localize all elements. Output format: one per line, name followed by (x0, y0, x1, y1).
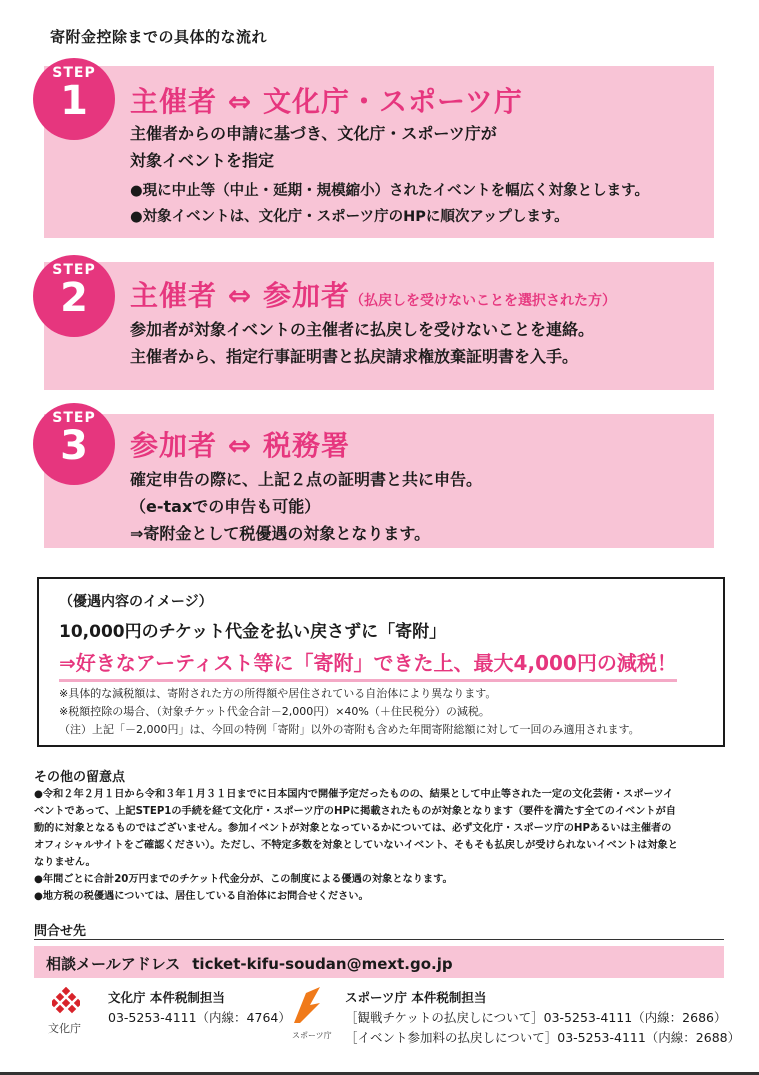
email-bar (34, 946, 724, 978)
bunka-phone: 03-5253-4111（内線：4764） (108, 1010, 291, 1025)
contact-heading: 問合せ先 (34, 924, 87, 939)
other-note-line: ●地方税の税優遇については、居住している自治体にお問合せください。 (34, 891, 369, 902)
benefit-box (37, 577, 725, 747)
bunka-logo-icon (52, 987, 80, 1015)
sports-org: スポーツ庁 本件税制担当 (345, 990, 487, 1005)
benefit-line-1: 10,000円のチケット代金を払い戻さずに「寄附」 (59, 622, 447, 642)
bunka-org: 文化庁 本件税制担当 (108, 990, 225, 1005)
step-2-title-text: 主催者 ⇔ 参加者 (130, 279, 350, 312)
benefit-note: （注）上記「－2,000円」は、今回の特例「寄附」以外の寄附も含めた年間寄附総額に対して一回のみ適用されます。 (59, 723, 640, 736)
divider (34, 939, 724, 940)
step-3-badge (33, 403, 115, 485)
step-1-body-line: 対象イベントを指定 (130, 151, 275, 170)
benefit-notes (59, 685, 640, 739)
step-1-bullet: ●現に中止等（中止・延期・規模縮小）されたイベントを幅広く対象とします。 (130, 183, 649, 199)
benefit-note: ※具体的な減税額は、寄附された方の所得額や居住されている自治体により異なります。 (59, 687, 497, 700)
step-1-badge (33, 58, 115, 140)
step-3-body-line: ⇒寄附金として税優遇の対象となります。 (130, 524, 431, 543)
other-notes-heading: その他の留意点 (34, 770, 126, 785)
other-notes (34, 786, 724, 905)
step-2-body-line: 参加者が対象イベントの主催者に払戻しを受けないことを連絡。 (130, 320, 595, 339)
step-badge-word: STEP (52, 65, 96, 81)
other-note-line: ●年間ごとに合計20万円までのチケット代金分が、この制度による優遇の対象となります。 (34, 874, 453, 885)
email-label: 相談メールアドレス (46, 955, 181, 973)
other-note-line: ベントであって、上記STEP1の手続を経て文化庁・スポーツ庁のHPに掲載されたものが対象となります（要件を満たす全てのイベントが自 (34, 806, 676, 817)
step-2-title (130, 274, 616, 314)
step-badge-number: 2 (60, 275, 88, 321)
other-note-line: なりません。 (34, 857, 96, 868)
other-note-line: オフィシャルサイトをご確認ください）。ただし、不特定多数を対象としていないイベント、そもそも払戻しが受けられないイベントは対象と (34, 840, 678, 851)
step-2-body (130, 316, 594, 370)
benefit-label: （優遇内容のイメージ） (59, 594, 213, 610)
sports-logo-caption: スポーツ庁 (292, 1031, 332, 1040)
benefit-note: ※税額控除の場合、（対象チケット代金合計－2,000円）×40%（＋住民税分）の減税。 (59, 705, 490, 718)
step-badge-word: STEP (52, 262, 96, 278)
sports-contact (345, 988, 740, 1048)
step-1-bullets (130, 178, 649, 230)
step-3-title-text: 参加者 ⇔ 税務署 (130, 429, 350, 462)
step-2-body-line: 主催者から、指定行事証明書と払戻請求権放棄証明書を入手。 (130, 347, 579, 366)
step-1-bullet: ●対象イベントは、文化庁・スポーツ庁のHPに順次アップします。 (130, 209, 569, 225)
step-1-body-line: 主催者からの申請に基づき、文化庁・スポーツ庁が (130, 124, 497, 143)
step-badge-word: STEP (52, 410, 96, 426)
step-3-body-line: （e-taxでの申告も可能） (130, 497, 321, 516)
step-3-body (130, 466, 482, 547)
other-note-line: 動的に対象となるものではございません。参加イベントが対象となっているかについては、必ず文化庁・スポーツ庁のHPあるいは主催者の (34, 823, 672, 834)
email-link[interactable]: ticket-kifu-soudan@mext.go.jp (192, 955, 453, 973)
other-note-line: ●令和２年２月１日から令和３年１月３１日までに日本国内で開催予定だったものの、結果として中止等された一定の文化芸術・スポーツイ (34, 789, 674, 800)
sports-agency-logo-icon (290, 985, 326, 1025)
step-3-body-line: 確定申告の際に、上記２点の証明書と共に申告。 (130, 470, 483, 489)
sports-phone-participation: ［イベント参加料の払戻しについて］03-5253-4111（内線：2688） (345, 1030, 741, 1045)
sports-phone-viewing: ［観戦チケットの払戻しについて］03-5253-4111（内線：2686） (345, 1010, 727, 1025)
benefit-highlight: ⇒好きなアーティスト等に「寄附」できた上、最大4,000円の減税！ (59, 647, 677, 682)
step-badge-number: 1 (60, 78, 88, 124)
bunka-logo-caption: 文化庁 (48, 1022, 81, 1035)
step-2-title-note: （払戻しを受けないことを選択された方） (349, 293, 616, 309)
bunka-contact (108, 988, 291, 1028)
step-1-title-text: 主催者 ⇔ 文化庁・スポーツ庁 (130, 85, 523, 118)
step-3-title (130, 424, 350, 464)
step-badge-number: 3 (60, 423, 88, 469)
step-1-body (130, 120, 497, 174)
page-heading: 寄附金控除までの具体的な流れ (50, 28, 268, 46)
step-1-title (130, 80, 523, 120)
step-2-badge (33, 255, 115, 337)
